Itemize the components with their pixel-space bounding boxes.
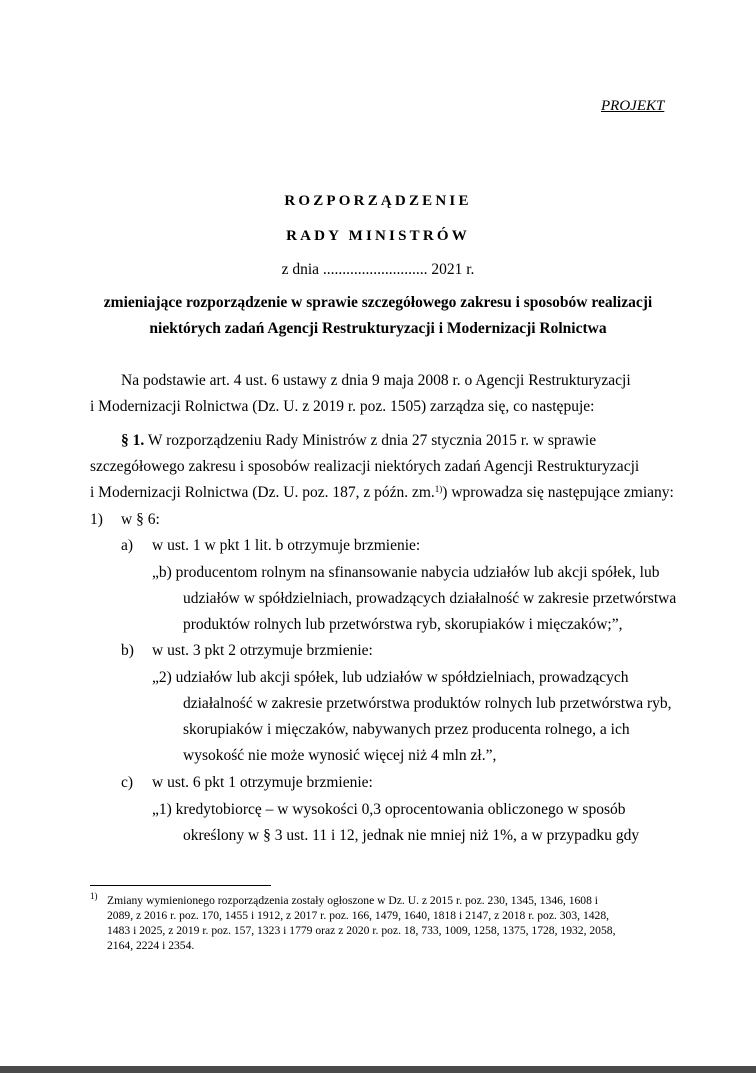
section-1-line-2: szczegółowego zakresu i sposobów realizacji niektórych zadań Agencji Restrukturyzacji bbox=[90, 458, 640, 475]
footnote-marker-sup: 1) bbox=[90, 891, 98, 901]
point-1-text: w § 6: bbox=[121, 511, 160, 528]
letter-a-quote-1: „b) producentom rolnym na sfinansowanie nabycia udziałów lub akcji spółek, lub bbox=[152, 564, 660, 581]
footnote-separator bbox=[90, 885, 271, 886]
subject-line-2: niektórych zadań Agencji Restrukturyzacji i Modernizacji Rolnictwa bbox=[149, 320, 607, 337]
projekt-label: PROJEKT bbox=[601, 98, 665, 114]
preamble-text-1: Na podstawie art. 4 ust. 6 ustawy z dnia 9 maja 2008 r. o Agencji Restrukturyzacji bbox=[121, 372, 631, 389]
footnote-ref: 1) bbox=[434, 484, 443, 494]
viewer-bottom-bar bbox=[0, 1066, 756, 1073]
issuer-heading: RADY MINISTRÓW bbox=[286, 228, 470, 244]
letter-c-marker: c) bbox=[121, 774, 134, 791]
point-1-number: 1) bbox=[90, 511, 103, 528]
section-1-line-3 bbox=[90, 484, 674, 502]
letter-a-marker: a) bbox=[121, 537, 134, 554]
letter-b-quote-2: działalność w zakresie przetwórstwa produktów rolnych lub przetwórstwa ryb, bbox=[183, 695, 672, 712]
preamble-line-1 bbox=[121, 372, 666, 390]
letter-c-text: w ust. 6 pkt 1 otrzymuje brzmienie: bbox=[152, 774, 373, 791]
letter-a-text: w ust. 1 w pkt 1 lit. b otrzymuje brzmienie: bbox=[152, 537, 421, 554]
letter-b-marker: b) bbox=[121, 642, 134, 659]
section-1-text-3b: ) wprowadza się następujące zmiany: bbox=[442, 484, 674, 501]
letter-c-quote-2: określony w § 3 ust. 11 i 12, jednak nie mniej niż 1%, a w przypadku gdy bbox=[183, 827, 640, 844]
letter-a-quote-2: udziałów w spółdzielniach, prowadzących działalność w zakresie przetwórstwa bbox=[183, 590, 677, 607]
preamble-line-2: i Modernizacji Rolnictwa (Dz. U. z 2019 r. poz. 1505) zarządza się, co następuje: bbox=[90, 398, 595, 415]
letter-b-quote-4: wysokość nie może wynosić więcej niż 4 mln zł.”, bbox=[183, 747, 497, 764]
footnote-line-3: 1483 i 2025, z 2019 r. poz. 157, 1323 i 1779 oraz z 2020 r. poz. 18, 733, 1009, 1258, 1375, 1728, 1932, 2058, bbox=[107, 924, 616, 937]
date-line: z dnia ........................... 2021 r. bbox=[281, 261, 475, 278]
footnote-line-4: 2164, 2224 i 2354. bbox=[107, 939, 195, 952]
section-1-text-1: W rozporządzeniu Rady Ministrów z dnia 27 stycznia 2015 r. w sprawie bbox=[147, 432, 597, 449]
letter-b-quote-1: „2) udziałów lub akcji spółek, lub udziałów w spółdzielniach, prowadzących bbox=[152, 669, 629, 686]
letter-a-quote-3: produktów rolnych lub przetwórstwa ryb, skorupiaków i mięczaków;”, bbox=[183, 616, 623, 633]
footnote-marker bbox=[90, 893, 98, 908]
footnote-line-1: Zmiany wymienionego rozporządzenia zostały ogłoszone w Dz. U. z 2015 r. poz. 230, 1345, 1346, 1608 i bbox=[107, 894, 599, 907]
section-1-line-1 bbox=[121, 432, 666, 450]
letter-b-quote-3: skorupiaków i mięczaków, nabywanych przez producenta rolnego, a ich bbox=[183, 721, 630, 738]
section-1-text-3a: i Modernizacji Rolnictwa (Dz. U. poz. 187, z późn. zm. bbox=[90, 484, 435, 501]
footnote-line-2: 2089, z 2016 r. poz. 170, 1455 i 1912, z 2017 r. poz. 166, 1479, 1640, 1818 i 2147, z 2018 r. poz. 303, 1428, bbox=[107, 909, 610, 922]
letter-b-text: w ust. 3 pkt 2 otrzymuje brzmienie: bbox=[152, 642, 373, 659]
section-label: § 1. bbox=[121, 432, 145, 449]
act-type-heading: ROZPORZĄDZENIE bbox=[284, 193, 472, 209]
letter-c-quote-1: „1) kredytobiorcę – w wysokości 0,3 oprocentowania obliczonego w sposób bbox=[152, 801, 626, 818]
subject-line-1: zmieniające rozporządzenie w sprawie szczegółowego zakresu i sposobów realizacji bbox=[103, 294, 653, 311]
